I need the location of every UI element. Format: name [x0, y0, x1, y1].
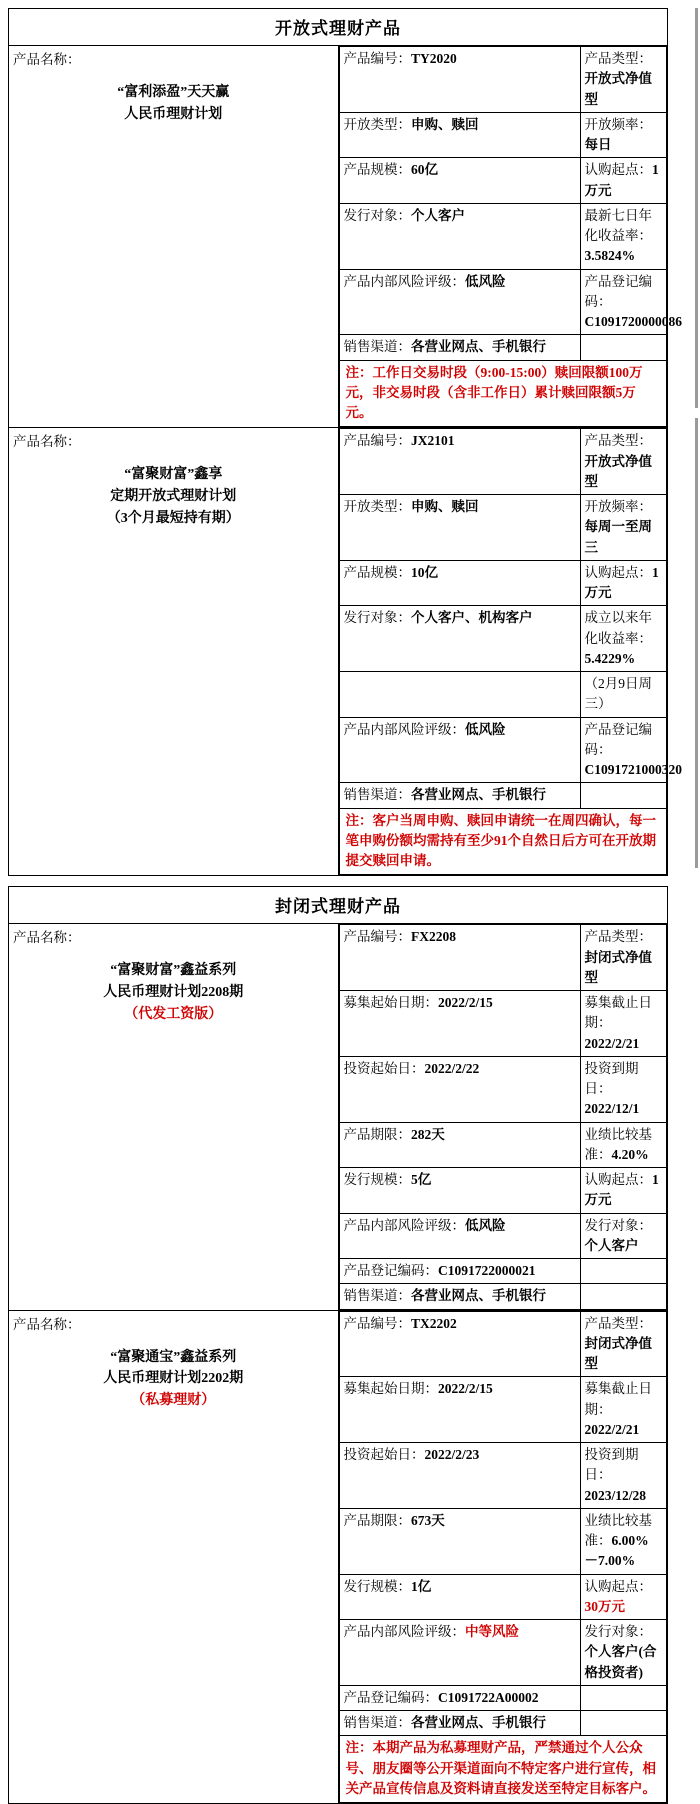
product-fields-cell — [338, 46, 682, 428]
field-row — [339, 717, 667, 783]
note-row — [339, 360, 667, 427]
field-cell — [339, 672, 580, 718]
field-value: 封闭式净值型 — [584, 1335, 652, 1371]
field-value: 2022/2/23 — [424, 1447, 480, 1462]
field-row — [339, 1056, 667, 1122]
field-key: 产品内部风险评级： — [343, 273, 465, 289]
field-value: C1091722A00002 — [438, 1689, 539, 1705]
field-row — [339, 1620, 667, 1686]
field-key: 投资起始日： — [343, 1060, 425, 1076]
field-key: 产品登记编码： — [584, 273, 652, 309]
field-cell — [580, 1056, 667, 1122]
product-name-text — [13, 464, 334, 529]
product-name-subtitle: （私募理财） — [131, 1392, 216, 1408]
product-name-label: 产品名称： — [13, 1316, 81, 1332]
field-cell — [339, 1056, 580, 1122]
field-cell — [339, 925, 580, 991]
field-row — [339, 1508, 667, 1574]
field-value: TY2020 — [411, 51, 457, 66]
field-value: 2023/12/28 — [584, 1487, 647, 1503]
field-key: 认购起点： — [584, 564, 652, 580]
field-key: 发行对象： — [584, 1624, 652, 1639]
field-cell — [339, 47, 580, 113]
section-title-open: 开放式理财产品 — [9, 9, 668, 46]
field-cell — [339, 991, 580, 1057]
field-key: 产品类型： — [584, 51, 652, 66]
field-row — [339, 560, 667, 606]
product-row — [9, 428, 668, 876]
field-cell — [580, 335, 667, 360]
product-row — [9, 924, 668, 1310]
section-divider — [6, 876, 694, 886]
field-key: 产品期限： — [343, 1512, 411, 1528]
field-value: TX2202 — [411, 1315, 457, 1331]
field-cell — [339, 560, 580, 606]
field-row — [339, 158, 667, 204]
field-key: 投资到期日： — [584, 1060, 639, 1096]
field-row — [339, 269, 667, 335]
field-cell — [580, 1685, 667, 1710]
field-key: 产品登记编码： — [584, 721, 652, 757]
field-value: 30万元 — [584, 1598, 625, 1614]
field-key: 产品内部风险评级： — [343, 1217, 465, 1233]
field-row — [339, 925, 667, 991]
product-name-line: “富聚财富”鑫益系列 — [110, 963, 237, 979]
field-cell — [580, 1377, 667, 1443]
product-fields-cell — [338, 1310, 668, 1804]
note-row — [339, 808, 667, 875]
field-key: 发行对象： — [343, 610, 411, 626]
field-cell — [580, 1213, 667, 1259]
field-cell — [580, 991, 667, 1057]
field-value: C1091722000021 — [438, 1263, 536, 1278]
product-row — [9, 1310, 668, 1804]
field-cell — [339, 783, 580, 808]
field-value: 2022/2/21 — [584, 1421, 640, 1437]
product-name-text — [13, 1347, 334, 1412]
field-cell — [580, 112, 667, 158]
note-row — [339, 1736, 667, 1803]
field-value: 2022/2/15 — [438, 995, 493, 1010]
field-row — [339, 335, 667, 360]
field-cell — [580, 925, 667, 991]
field-value: 申购、赎回 — [411, 499, 479, 514]
field-cell — [580, 269, 682, 335]
open-products-table — [8, 8, 682, 876]
field-key: 募集截止日期： — [584, 1381, 652, 1417]
field-value: 10亿 — [411, 564, 438, 580]
field-grid — [339, 46, 682, 427]
section-title-row — [9, 887, 668, 924]
product-name-line: 人民币理财计划2208期 — [103, 984, 244, 1000]
field-value: 1万元 — [584, 162, 659, 198]
product-name-line: “富聚通宝”鑫益系列 — [110, 1349, 237, 1365]
field-value: 各营业网点、手机银行 — [411, 1288, 546, 1304]
field-row — [339, 1259, 667, 1284]
product-name-cell — [9, 924, 339, 1310]
field-value: 个人客户 — [411, 207, 465, 223]
product-name-text — [13, 82, 334, 125]
field-cell — [339, 112, 580, 158]
field-value: 每周一至周三 — [584, 519, 652, 555]
field-value: 各营业网点、手机银行 — [411, 1715, 546, 1730]
field-cell — [580, 1122, 667, 1168]
field-cell — [580, 1259, 667, 1284]
field-key: 认购起点： — [584, 1578, 652, 1594]
field-cell — [580, 1168, 667, 1214]
field-row — [339, 429, 667, 495]
field-value: 开放式净值型 — [584, 453, 652, 489]
field-cell — [339, 1508, 580, 1574]
field-key: 业绩比较基准： — [584, 1126, 652, 1162]
product-note: 注：本期产品为私募理财产品，严禁通过个人公众号、朋友圈等公开渠道面向不特定客户进行宣传，相关产品宣传信息及资料请直接发送至特定目标客户。 — [339, 1736, 667, 1803]
product-name-label: 产品名称： — [13, 52, 81, 67]
field-cell — [580, 1311, 667, 1377]
field-value: JX2101 — [411, 433, 455, 449]
field-key: 产品规模： — [343, 564, 411, 580]
product-note: 注：工作日交易时段（9:00-15:00）赎回限额100万元，非交易时段（含非工作日）累计赎回限额5万元。 — [339, 360, 667, 427]
field-cell — [580, 1711, 667, 1736]
field-key: 产品登记编码： — [343, 1263, 438, 1278]
field-key: 产品期限： — [343, 1126, 411, 1142]
field-value: 各营业网点、手机银行 — [411, 339, 546, 355]
product-name-line: （3个月最短持有期） — [106, 510, 240, 526]
field-cell — [339, 606, 580, 672]
field-key: 发行规模： — [343, 1172, 411, 1187]
page-edge-marker — [695, 418, 698, 868]
field-cell — [580, 429, 667, 495]
product-name-label: 产品名称： — [13, 930, 81, 946]
field-row — [339, 672, 667, 718]
field-cell — [339, 1311, 580, 1377]
field-value: 4.20% — [611, 1146, 649, 1162]
field-cell — [339, 158, 580, 204]
field-value: 封闭式净值型 — [584, 949, 652, 985]
field-key: 开放频率： — [584, 116, 652, 132]
field-value: 低风险 — [465, 1217, 506, 1233]
field-row — [339, 991, 667, 1057]
field-key: 产品规模： — [343, 162, 411, 178]
field-cell — [339, 203, 580, 269]
field-cell — [339, 1377, 580, 1443]
field-grid — [339, 428, 682, 875]
field-key: 产品内部风险评级： — [343, 721, 465, 737]
field-key: （2月9日周三） — [584, 676, 652, 712]
field-key: 发行对象： — [343, 207, 411, 223]
field-key: 发行规模： — [343, 1578, 411, 1594]
product-fields-cell — [338, 924, 668, 1310]
field-row — [339, 495, 667, 561]
field-cell — [580, 158, 667, 204]
field-value: 282天 — [411, 1126, 445, 1142]
product-name-cell — [9, 1310, 339, 1804]
field-key: 投资起始日： — [343, 1447, 425, 1462]
field-key: 销售渠道： — [343, 1288, 411, 1304]
product-name-cell — [9, 428, 339, 876]
field-key: 业绩比较基准： — [584, 1512, 652, 1548]
product-name-label: 产品名称： — [13, 434, 81, 450]
product-name-subtitle: （代发工资版） — [124, 1006, 223, 1022]
field-row — [339, 47, 667, 113]
field-key: 募集起始日期： — [343, 995, 438, 1010]
field-row — [339, 1168, 667, 1214]
field-value: 2022/2/22 — [424, 1060, 480, 1076]
field-value: 每日 — [584, 137, 612, 152]
field-grid — [339, 924, 668, 1309]
product-name-line: 人民币理财计划2202期 — [103, 1371, 244, 1387]
field-cell — [339, 1685, 580, 1710]
product-name-cell — [9, 46, 339, 428]
field-value: 6.00%－7.00% — [584, 1533, 649, 1569]
field-value: 5亿 — [411, 1172, 432, 1187]
field-value: 1万元 — [584, 1172, 659, 1208]
product-fields-cell — [338, 428, 682, 876]
field-key: 产品类型： — [584, 433, 652, 449]
field-cell — [580, 1443, 667, 1509]
field-key: 认购起点： — [584, 1172, 652, 1187]
field-cell — [580, 560, 667, 606]
product-name-line: “富聚财富”鑫享 — [124, 467, 223, 483]
field-key: 开放类型： — [343, 116, 411, 132]
field-row — [339, 783, 667, 808]
field-key: 产品编号： — [343, 51, 411, 66]
field-row — [339, 112, 667, 158]
field-cell — [339, 1122, 580, 1168]
field-cell — [580, 47, 667, 113]
field-value: 个人客户(合格投资者) — [584, 1644, 657, 1680]
field-value: 低风险 — [465, 721, 506, 737]
field-row — [339, 1443, 667, 1509]
field-value: 个人客户、机构客户 — [411, 610, 533, 626]
field-value: 低风险 — [465, 273, 506, 289]
field-grid — [339, 1311, 668, 1804]
field-key: 最新七日年化收益率： — [584, 207, 652, 243]
field-key: 认购起点： — [584, 162, 652, 178]
field-cell — [339, 1443, 580, 1509]
field-value: 申购、赎回 — [411, 116, 479, 132]
field-value: 60亿 — [411, 162, 438, 178]
field-cell — [339, 1259, 580, 1284]
field-row — [339, 1122, 667, 1168]
field-key: 销售渠道： — [343, 339, 411, 355]
field-key: 产品内部风险评级： — [343, 1624, 465, 1639]
field-key: 募集截止日期： — [584, 995, 652, 1031]
field-row — [339, 1377, 667, 1443]
section-title-row — [9, 9, 668, 46]
field-value: FX2208 — [411, 929, 456, 945]
product-row — [9, 46, 668, 428]
field-cell — [580, 1284, 667, 1309]
field-key: 投资到期日： — [584, 1447, 639, 1483]
field-value: 中等风险 — [465, 1624, 519, 1639]
field-key: 销售渠道： — [343, 1715, 411, 1730]
field-value: 各营业网点、手机银行 — [411, 787, 546, 803]
field-cell — [339, 335, 580, 360]
field-value: 1亿 — [411, 1578, 432, 1594]
field-cell — [339, 1620, 580, 1686]
field-row — [339, 203, 667, 269]
field-cell — [580, 203, 667, 269]
field-row — [339, 606, 667, 672]
field-cell — [580, 1508, 667, 1574]
field-row — [339, 1311, 667, 1377]
field-cell — [580, 606, 667, 672]
field-cell — [339, 1284, 580, 1309]
product-note: 注：客户当周申购、赎回申请统一在周四确认，每一笔申购份额均需持有至少91个自然日后方可在开放期提交赎回申请。 — [339, 808, 667, 875]
field-cell — [580, 783, 667, 808]
field-cell — [580, 717, 682, 783]
product-name-line: 定期开放式理财计划 — [110, 488, 237, 504]
field-value: 开放式净值型 — [584, 71, 652, 107]
field-key: 成立以来年化收益率： — [584, 610, 652, 646]
field-cell — [580, 1620, 667, 1686]
field-key: 产品编号： — [343, 929, 411, 945]
field-value: 2022/2/21 — [584, 1035, 640, 1051]
field-key: 开放频率： — [584, 499, 652, 514]
field-row — [339, 1284, 667, 1309]
field-key: 发行对象： — [584, 1217, 652, 1233]
product-name-line: 人民币理财计划 — [124, 106, 223, 122]
page-edge-marker — [695, 8, 698, 408]
field-value: 5.4229% — [584, 650, 636, 666]
field-key: 产品类型： — [584, 1315, 652, 1331]
field-cell — [339, 1168, 580, 1214]
field-value: 2022/2/15 — [438, 1381, 493, 1397]
field-cell — [339, 1574, 580, 1620]
closed-products-table — [8, 886, 668, 1804]
field-value: 个人客户 — [584, 1237, 639, 1253]
field-cell — [339, 1213, 580, 1259]
field-value: 2022/12/1 — [584, 1101, 640, 1117]
field-value: 1万元 — [584, 564, 659, 600]
field-key: 产品类型： — [584, 929, 652, 945]
field-cell — [339, 717, 580, 783]
product-name-text — [13, 960, 334, 1025]
field-key: 产品编号： — [343, 1315, 411, 1331]
field-key: 募集起始日期： — [343, 1381, 438, 1397]
field-value: C1091720000086 — [584, 314, 682, 329]
product-name-line: “富利添盈”天天赢 — [117, 85, 230, 100]
field-cell — [339, 269, 580, 335]
field-row — [339, 1574, 667, 1620]
field-cell — [339, 495, 580, 561]
field-key: 销售渠道： — [343, 787, 411, 803]
field-row — [339, 1213, 667, 1259]
field-cell — [580, 1574, 667, 1620]
section-title-closed: 封闭式理财产品 — [9, 887, 668, 924]
field-value: 3.5824% — [584, 248, 636, 264]
field-key: 产品编号： — [343, 433, 411, 449]
field-key: 产品登记编码： — [343, 1689, 438, 1705]
field-row — [339, 1685, 667, 1710]
field-cell — [339, 429, 580, 495]
field-cell — [580, 672, 667, 718]
field-key: 开放类型： — [343, 499, 411, 514]
field-cell — [339, 1711, 580, 1736]
field-value: 673天 — [411, 1512, 445, 1528]
field-row — [339, 1711, 667, 1736]
field-cell — [580, 495, 667, 561]
field-value: C1091721000320 — [584, 762, 682, 777]
